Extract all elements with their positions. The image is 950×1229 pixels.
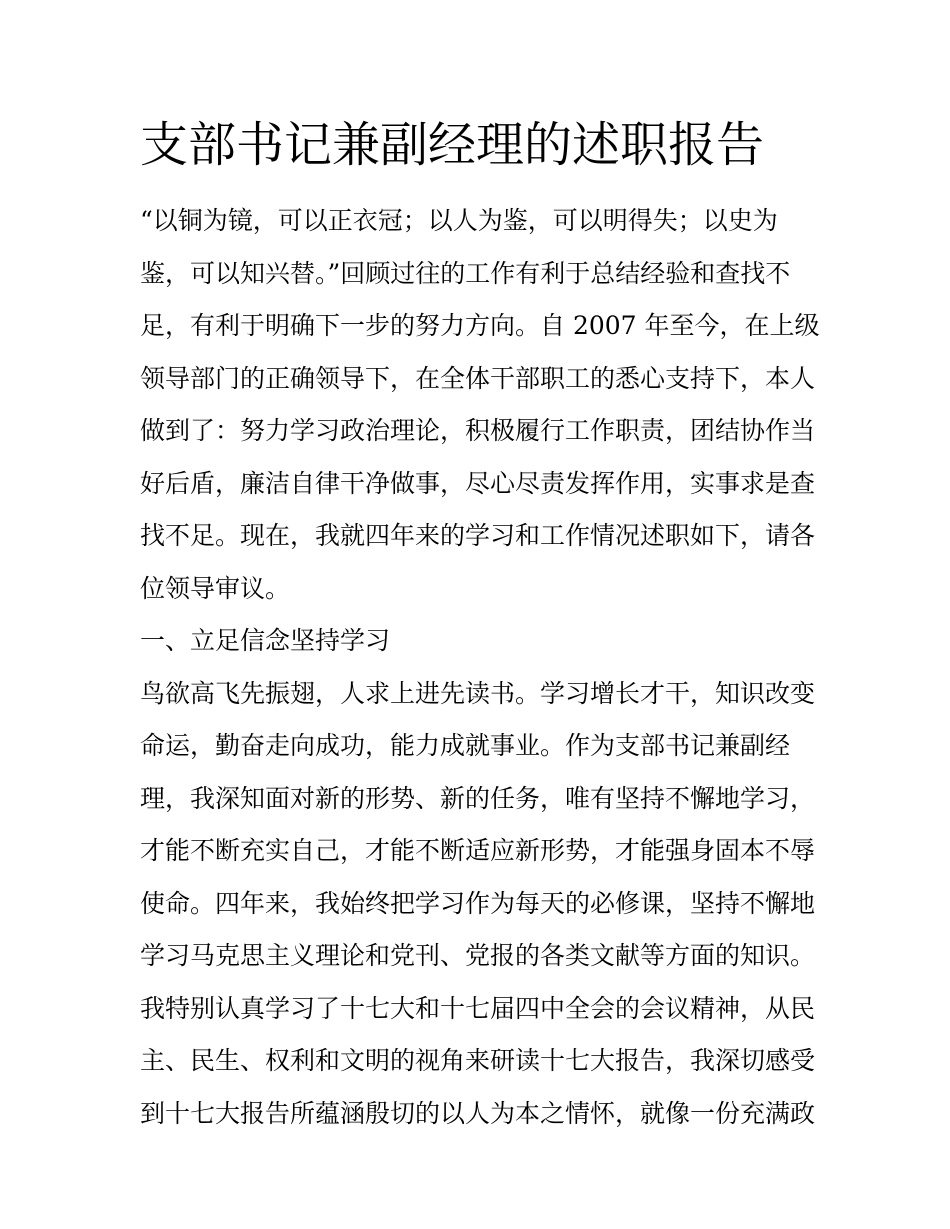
body-line: 做到了：努力学习政治理论，积极履行工作职责，团结协作当 [140, 416, 816, 445]
body-line: 足，有利于明确下一步的努力方向。自 2007 年至今，在上级 [140, 311, 820, 340]
body-line: “以铜为镜，可以正衣冠；以人为鉴，可以明得失；以史为 [140, 206, 778, 235]
body-line: 使命。四年来，我始终把学习作为每天的必修课，坚持不懈地 [140, 888, 816, 918]
body-line: 到十七大报告所蕴涵殷切的以人为本之情怀，就像一份充满政 [140, 1098, 816, 1128]
body-line: 好后盾，廉洁自律干净做事，尽心尽责发挥作用，实事求是查 [140, 468, 816, 498]
body-line: 才能不断充实自己，才能不断适应新形势，才能强身固本不辱 [140, 836, 816, 865]
body-line: 我特别认真学习了十七大和十七届四中全会的会议精神，从民 [140, 993, 816, 1023]
document-body [140, 195, 820, 1140]
body-line: 位领导审议。 [140, 573, 291, 603]
body-line: 找不足。现在，我就四年来的学习和工作情况述职如下，请各 [140, 521, 816, 550]
body-line: 主、民生、权利和文明的视角来研读十七大报告，我深切感受 [140, 1046, 816, 1075]
body-line: 领导部门的正确领导下，在全体干部职工的悉心支持下，本人 [140, 363, 816, 393]
body-line: 命运，勤奋走向成功，能力成就事业。作为支部书记兼副经 [140, 731, 791, 760]
document-title: 支部书记兼副经理的述职报告 [140, 117, 765, 173]
section-heading: 一、立足信念坚持学习 [140, 626, 391, 655]
body-line: 学习马克思主义理论和党刊、党报的各类文献等方面的知识。 [140, 941, 816, 970]
body-line: 理，我深知面对新的形势、新的任务，唯有坚持不懈地学习， [140, 783, 816, 813]
body-line: 鉴，可以知兴替。”回顾过往的工作有利于总结经验和查找不 [140, 258, 791, 288]
body-line: 鸟欲高飞先振翅，人求上进先读书。学习增长才干，知识改变 [140, 678, 816, 708]
